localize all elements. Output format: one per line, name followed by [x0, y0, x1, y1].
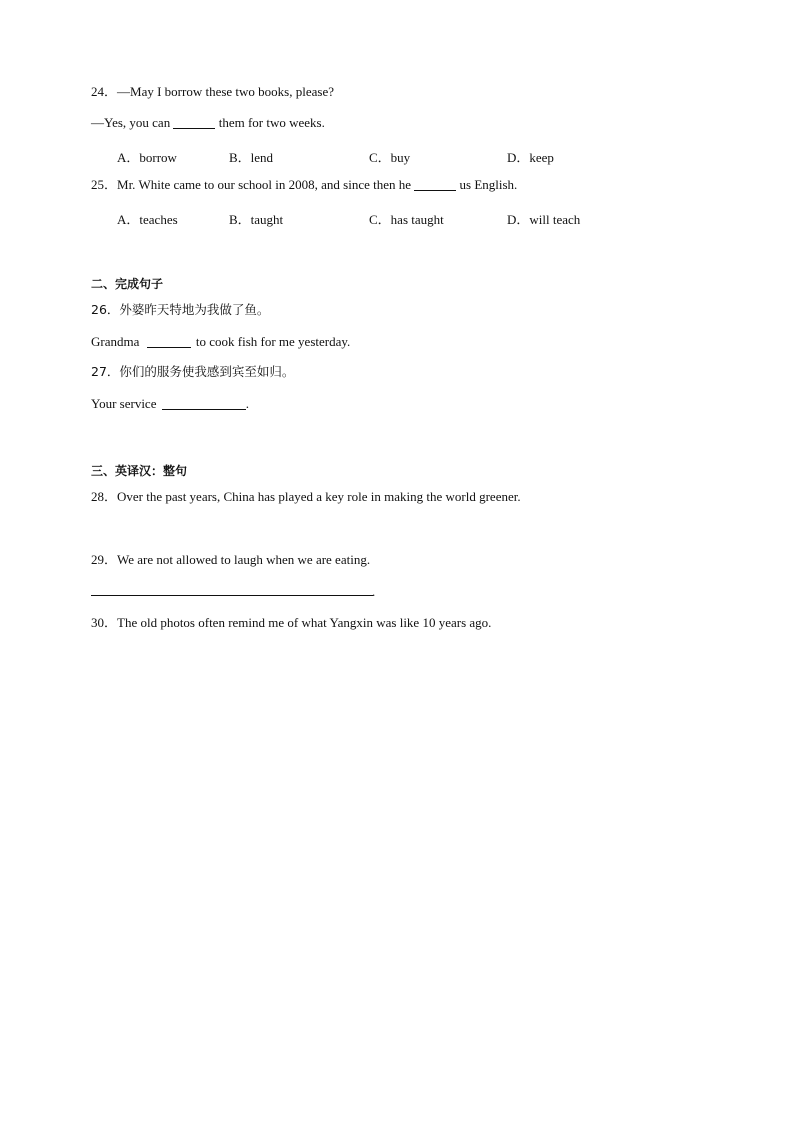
- option-letter: C．: [369, 212, 391, 227]
- q25-option-a[interactable]: [117, 209, 178, 228]
- q25-option-c[interactable]: [369, 209, 444, 228]
- option-letter: A．: [117, 212, 140, 227]
- q24-answer-blank[interactable]: [173, 116, 215, 129]
- q28-sentence: 28．Over the past years, China has played a key role in making the world greener.: [91, 489, 521, 504]
- option-letter: B．: [229, 212, 251, 227]
- option-letter: C．: [369, 150, 391, 165]
- option-letter: B．: [229, 150, 251, 165]
- q30-sentence: 30．The old photos often remind me of what Yangxin was like 10 years ago.: [91, 615, 492, 630]
- q24-response-after: them for two weeks.: [218, 115, 325, 130]
- q27-answer-blank[interactable]: [162, 397, 246, 410]
- section3-title: 三、英译汉：整句: [91, 464, 188, 478]
- q26-before: Grandma: [91, 334, 140, 349]
- option-letter: D．: [507, 212, 530, 227]
- option-text: will teach: [529, 212, 581, 227]
- q25-prompt: [91, 177, 517, 193]
- option-letter: A．: [117, 150, 140, 165]
- option-text: lend: [250, 150, 274, 165]
- q29-sentence: 29．We are not allowed to laugh when we are eating.: [91, 552, 371, 567]
- q26-chinese: 26．外婆昨天特地为我做了鱼。: [91, 302, 270, 317]
- q29-answer-end: .: [372, 584, 376, 599]
- q26-answer-blank[interactable]: [147, 335, 191, 348]
- q27-english: [91, 396, 249, 412]
- q24-prompt: [91, 84, 334, 100]
- option-text: taught: [250, 212, 284, 227]
- section2-title: 二、完成句子: [91, 277, 164, 291]
- option-text: keep: [529, 150, 554, 165]
- q25-option-b[interactable]: [229, 209, 283, 228]
- q24-prompt-text: —May I borrow these two books, please?: [117, 84, 334, 99]
- option-text: buy: [390, 150, 411, 165]
- q26-english: [91, 334, 350, 350]
- option-text: has taught: [390, 212, 444, 227]
- q24-option-a[interactable]: [117, 147, 177, 166]
- q24-option-c[interactable]: [369, 147, 410, 166]
- q24-response: [91, 115, 325, 131]
- q25-answer-blank[interactable]: [414, 178, 456, 191]
- q24-number: 24．: [91, 84, 118, 99]
- option-text: borrow: [139, 150, 177, 165]
- q24-option-d[interactable]: [507, 147, 554, 166]
- q25-prompt-before: Mr. White came to our school in 2008, and since then he: [117, 177, 412, 192]
- q29-answer-line[interactable]: [91, 595, 373, 596]
- q25-prompt-after: us English.: [459, 177, 518, 192]
- q25-number: 25．: [91, 177, 118, 192]
- q27-before: Your service: [91, 396, 157, 411]
- q24-response-before: —Yes, you can: [91, 115, 171, 130]
- option-letter: D．: [507, 150, 530, 165]
- q27-after: .: [245, 396, 249, 411]
- q25-option-d[interactable]: [507, 209, 580, 228]
- option-text: teaches: [139, 212, 178, 227]
- q24-option-b[interactable]: [229, 147, 273, 166]
- q27-chinese: 27．你们的服务使我感到宾至如归。: [91, 364, 295, 379]
- q26-after: to cook fish for me yesterday.: [195, 334, 351, 349]
